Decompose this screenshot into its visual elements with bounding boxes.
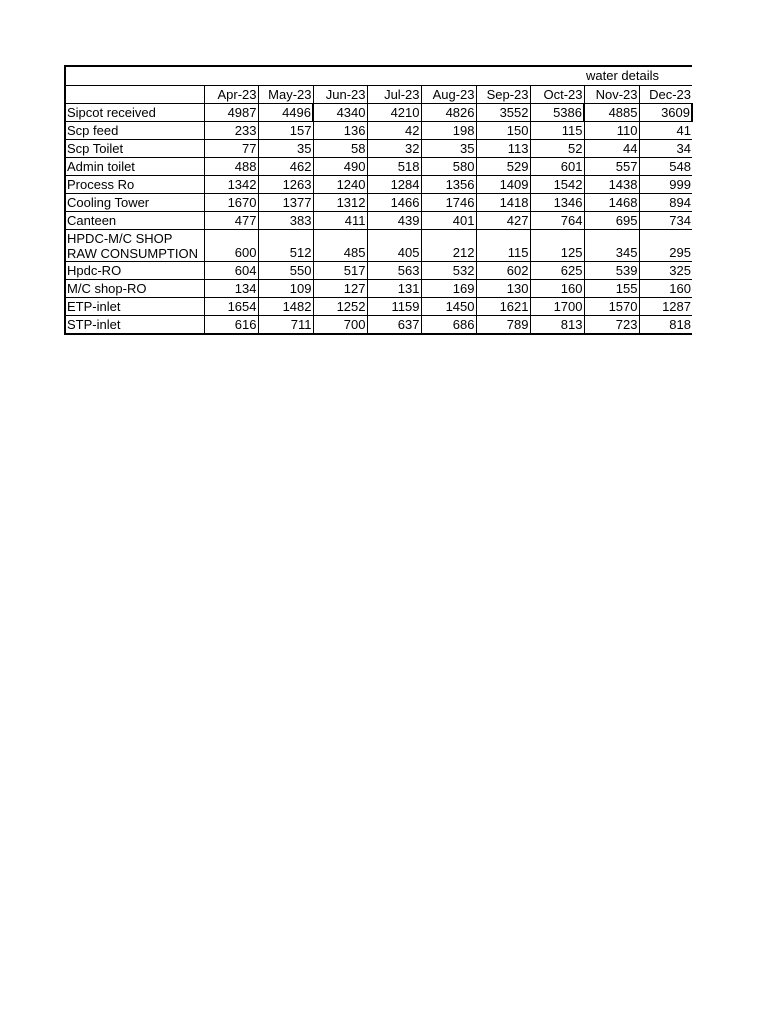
value-cell: 136	[313, 122, 367, 140]
value-cell: 734	[639, 212, 692, 230]
row-label: HPDC-M/C SHOP RAW CONSUMPTION	[66, 230, 204, 262]
value-cell: 32	[367, 140, 421, 158]
value-cell: 198	[421, 122, 476, 140]
value-cell: 764	[530, 212, 584, 230]
value-cell: 401	[421, 212, 476, 230]
table-row	[66, 104, 692, 122]
header-blank-cell	[66, 86, 204, 104]
row-label: ETP-inlet	[66, 298, 204, 316]
value-cell: 4826	[421, 104, 476, 122]
value-cell: 695	[584, 212, 639, 230]
month-header: Oct-23	[530, 86, 584, 104]
value-cell: 4340	[313, 104, 367, 122]
value-cell: 155	[584, 280, 639, 298]
value-cell: 1466	[367, 194, 421, 212]
value-cell: 127	[313, 280, 367, 298]
value-cell: 325	[639, 262, 692, 280]
row-label: Scp Toilet	[66, 140, 204, 158]
value-cell: 488	[204, 158, 258, 176]
value-cell: 405	[367, 230, 421, 262]
table-row	[66, 298, 692, 316]
value-cell: 4210	[367, 104, 421, 122]
value-cell: 1240	[313, 176, 367, 194]
value-cell: 604	[204, 262, 258, 280]
row-label: Admin toilet	[66, 158, 204, 176]
row-label: Sipcot received	[66, 104, 204, 122]
value-cell: 529	[476, 158, 530, 176]
month-header: Sep-23	[476, 86, 530, 104]
table-row	[66, 262, 692, 280]
value-cell: 3552	[476, 104, 530, 122]
value-cell: 894	[639, 194, 692, 212]
row-label: Scp feed	[66, 122, 204, 140]
value-cell: 411	[313, 212, 367, 230]
value-cell: 1312	[313, 194, 367, 212]
table-row	[66, 176, 692, 194]
value-cell: 548	[639, 158, 692, 176]
value-cell: 169	[421, 280, 476, 298]
value-cell: 602	[476, 262, 530, 280]
value-cell: 999	[639, 176, 692, 194]
water-details-table	[66, 86, 693, 333]
value-cell: 115	[530, 122, 584, 140]
value-cell: 557	[584, 158, 639, 176]
value-cell: 212	[421, 230, 476, 262]
value-cell: 550	[258, 262, 313, 280]
value-cell: 580	[421, 158, 476, 176]
value-cell: 427	[476, 212, 530, 230]
value-cell: 34	[639, 140, 692, 158]
value-cell: 44	[584, 140, 639, 158]
row-label: Cooling Tower	[66, 194, 204, 212]
value-cell: 383	[258, 212, 313, 230]
value-cell: 1346	[530, 194, 584, 212]
value-cell: 115	[476, 230, 530, 262]
month-header: Jun-23	[313, 86, 367, 104]
value-cell: 150	[476, 122, 530, 140]
value-cell: 5386	[530, 104, 584, 122]
value-cell: 1670	[204, 194, 258, 212]
value-cell: 1409	[476, 176, 530, 194]
value-cell: 711	[258, 316, 313, 334]
table-row	[66, 280, 692, 298]
value-cell: 532	[421, 262, 476, 280]
value-cell: 477	[204, 212, 258, 230]
sheet-title: water details	[586, 68, 659, 83]
table-row	[66, 230, 692, 262]
value-cell: 58	[313, 140, 367, 158]
value-cell: 1418	[476, 194, 530, 212]
value-cell: 723	[584, 316, 639, 334]
row-label: Process Ro	[66, 176, 204, 194]
value-cell: 600	[204, 230, 258, 262]
value-cell: 1570	[584, 298, 639, 316]
value-cell: 113	[476, 140, 530, 158]
value-cell: 1263	[258, 176, 313, 194]
value-cell: 4987	[204, 104, 258, 122]
value-cell: 160	[639, 280, 692, 298]
value-cell: 818	[639, 316, 692, 334]
value-cell: 1482	[258, 298, 313, 316]
month-header: Aug-23	[421, 86, 476, 104]
value-cell: 1468	[584, 194, 639, 212]
value-cell: 563	[367, 262, 421, 280]
value-cell: 789	[476, 316, 530, 334]
value-cell: 1746	[421, 194, 476, 212]
value-cell: 345	[584, 230, 639, 262]
value-cell: 1356	[421, 176, 476, 194]
value-cell: 295	[639, 230, 692, 262]
value-cell: 601	[530, 158, 584, 176]
value-cell: 109	[258, 280, 313, 298]
value-cell: 518	[367, 158, 421, 176]
month-header: Dec-23	[639, 86, 692, 104]
value-cell: 686	[421, 316, 476, 334]
month-header: Apr-23	[204, 86, 258, 104]
value-cell: 1542	[530, 176, 584, 194]
value-cell: 233	[204, 122, 258, 140]
table-row	[66, 212, 692, 230]
value-cell: 134	[204, 280, 258, 298]
row-label: STP-inlet	[67, 316, 121, 332]
table-row	[66, 122, 692, 140]
value-cell: 4496	[258, 104, 313, 122]
water-details-sheet	[64, 65, 692, 335]
table-row	[66, 316, 692, 334]
value-cell: 160	[530, 280, 584, 298]
value-cell: 1654	[204, 298, 258, 316]
row-label: Canteen	[66, 212, 204, 230]
value-cell: 77	[204, 140, 258, 158]
value-cell: 1438	[584, 176, 639, 194]
value-cell: 1700	[530, 298, 584, 316]
value-cell: 157	[258, 122, 313, 140]
value-cell: 3609	[639, 104, 692, 122]
value-cell: 41	[639, 122, 692, 140]
header-row	[66, 86, 692, 104]
month-header: Nov-23	[584, 86, 639, 104]
value-cell: 1159	[367, 298, 421, 316]
value-cell: 490	[313, 158, 367, 176]
value-cell: 42	[367, 122, 421, 140]
value-cell: 130	[476, 280, 530, 298]
value-cell: 1284	[367, 176, 421, 194]
sheet-title-row	[66, 67, 692, 86]
value-cell: 485	[313, 230, 367, 262]
value-cell: 110	[584, 122, 639, 140]
value-cell: 625	[530, 262, 584, 280]
value-cell: 4885	[584, 104, 639, 122]
value-cell: 1621	[476, 298, 530, 316]
value-cell: 52	[530, 140, 584, 158]
value-cell: 813	[530, 316, 584, 334]
value-cell: 125	[530, 230, 584, 262]
table-row	[66, 158, 692, 176]
table-row	[66, 140, 692, 158]
table-row	[66, 194, 692, 212]
value-cell: 1377	[258, 194, 313, 212]
value-cell: 637	[367, 316, 421, 334]
value-cell: 512	[258, 230, 313, 262]
month-header: Jul-23	[367, 86, 421, 104]
row-label: M/C shop-RO	[66, 280, 204, 298]
value-cell: 35	[421, 140, 476, 158]
value-cell: 1287	[639, 298, 692, 316]
value-cell: 539	[584, 262, 639, 280]
value-cell: 462	[258, 158, 313, 176]
month-header: May-23	[258, 86, 313, 104]
value-cell: 35	[258, 140, 313, 158]
value-cell: 517	[313, 262, 367, 280]
value-cell: 700	[313, 316, 367, 334]
value-cell: 616	[204, 316, 258, 334]
value-cell: 439	[367, 212, 421, 230]
value-cell: 1450	[421, 298, 476, 316]
value-cell: 131	[367, 280, 421, 298]
value-cell: 1342	[204, 176, 258, 194]
row-label: Hpdc-RO	[66, 262, 204, 280]
value-cell: 1252	[313, 298, 367, 316]
